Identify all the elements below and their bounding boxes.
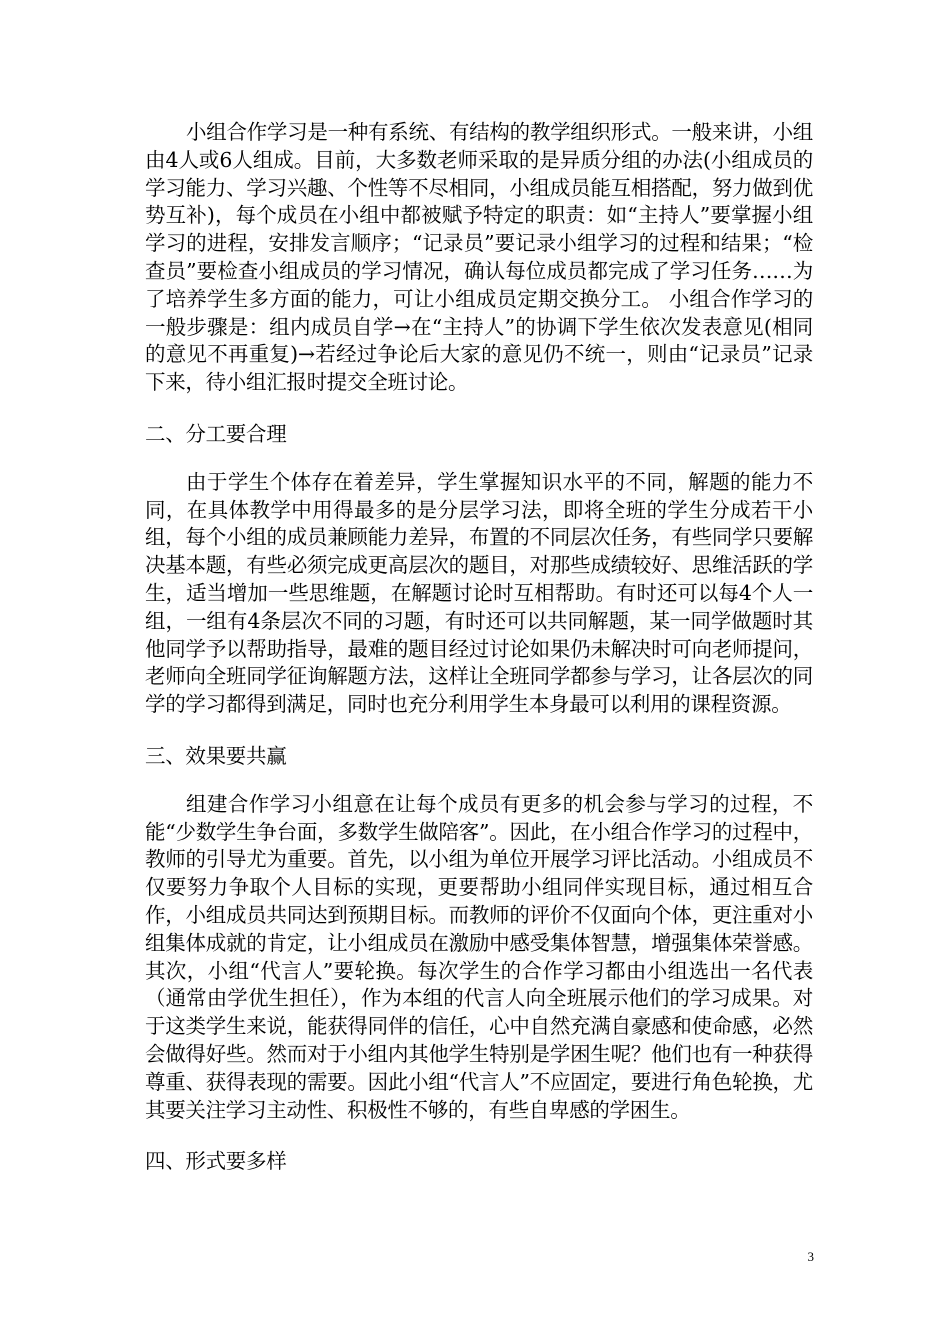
paragraph-group-learning-intro: 小组合作学习是一种有系统、有结构的教学组织形式。一般来讲，小组由4人或6人组成。目前，大多数老师采取的是异质分组的办法(小组成员的学习能力、学习兴趣、个性等不尽相同，小组成员能互相搭配，努力做到优势互补)，每个成员在小组中都被赋予特定的职责：如“主持人”要掌握小组学习的进程，安排发言顺序；“记录员”要记录小组学习的过程和结果；“检查员”要检查小组成员的学习情况，确认每位成员都完成了学习任务……为了培养学生多方面的能力，可让小组成员定期交换分工。 小组合作学习的一般步骤是：组内成员自学→在“主持人”的协调下学生依次发表意见(相同的意见不再重复)→若经过争论后大家的意见仍不统一，则由“记录员”记录下来，待小组汇报时提交全班讨论。 [145, 120, 813, 395]
section-heading-diverse-forms: 四、形式要多样 [145, 1149, 287, 1174]
document-body [145, 119, 813, 1176]
paragraph-win-win-effect: 组建合作学习小组意在让每个成员有更多的机会参与学习的过程，不能“少数学生争台面，多数学生做陪客”。因此，在小组合作学习的过程中，教师的引导尤为重要。首先，以小组为单位开展学习评比活动。小组成员不仅要努力争取个人目标的实现，更要帮助小组同伴实现目标，通过相互合作，小组成员共同达到预期目标。而教师的评价不仅面向个体，更注重对小组集体成就的肯定，让小组成员在激励中感受集体智慧，增强集体荣誉感。其次，小组“代言人”要轮换。每次学生的合作学习都由小组选出一名代表（通常由学优生担任），作为本组的代言人向全班展示他们的学习成果。对于这类学生来说，能获得同伴的信任，心中自然充满自豪感和使命感，必然会做得好些。然而对于小组内其他学生特别是学困生呢？他们也有一种获得尊重、获得表现的需要。因此小组“代言人”不应固定，要进行角色轮换，尤其要关注学习主动性、积极性不够的，有些自卑感的学困生。 [145, 791, 813, 1122]
page-number: 3 [807, 1249, 814, 1264]
section-heading-division-of-labor: 二、分工要合理 [145, 421, 287, 446]
paragraph-division-of-labor: 由于学生个体存在着差异，学生掌握知识水平的不同，解题的能力不同，在具体教学中用得最多的是分层学习法，即将全班的学生分成若干小组，每个小组的成员兼顾能力差异，布置的不同层次任务，有些同学只要解决基本题，有些必须完成更高层次的题目，对那些成绩较好、思维活跃的学生，适当增加一些思维题，在解题讨论时互相帮助。有时还可以每4个人一组，一组有4条层次不同的习题，有时还可以共同解题，某一同学做题时其他同学予以帮助指导，最难的题目经过讨论如果仍未解决时可向老师提问，老师向全班同学征询解题方法，这样让全班同学都参与学习，让各层次的同学的学习都得到满足，同时也充分利用学生本身最可以利用的课程资源。 [145, 469, 813, 717]
section-heading-win-win-effect: 三、效果要共赢 [145, 743, 287, 768]
